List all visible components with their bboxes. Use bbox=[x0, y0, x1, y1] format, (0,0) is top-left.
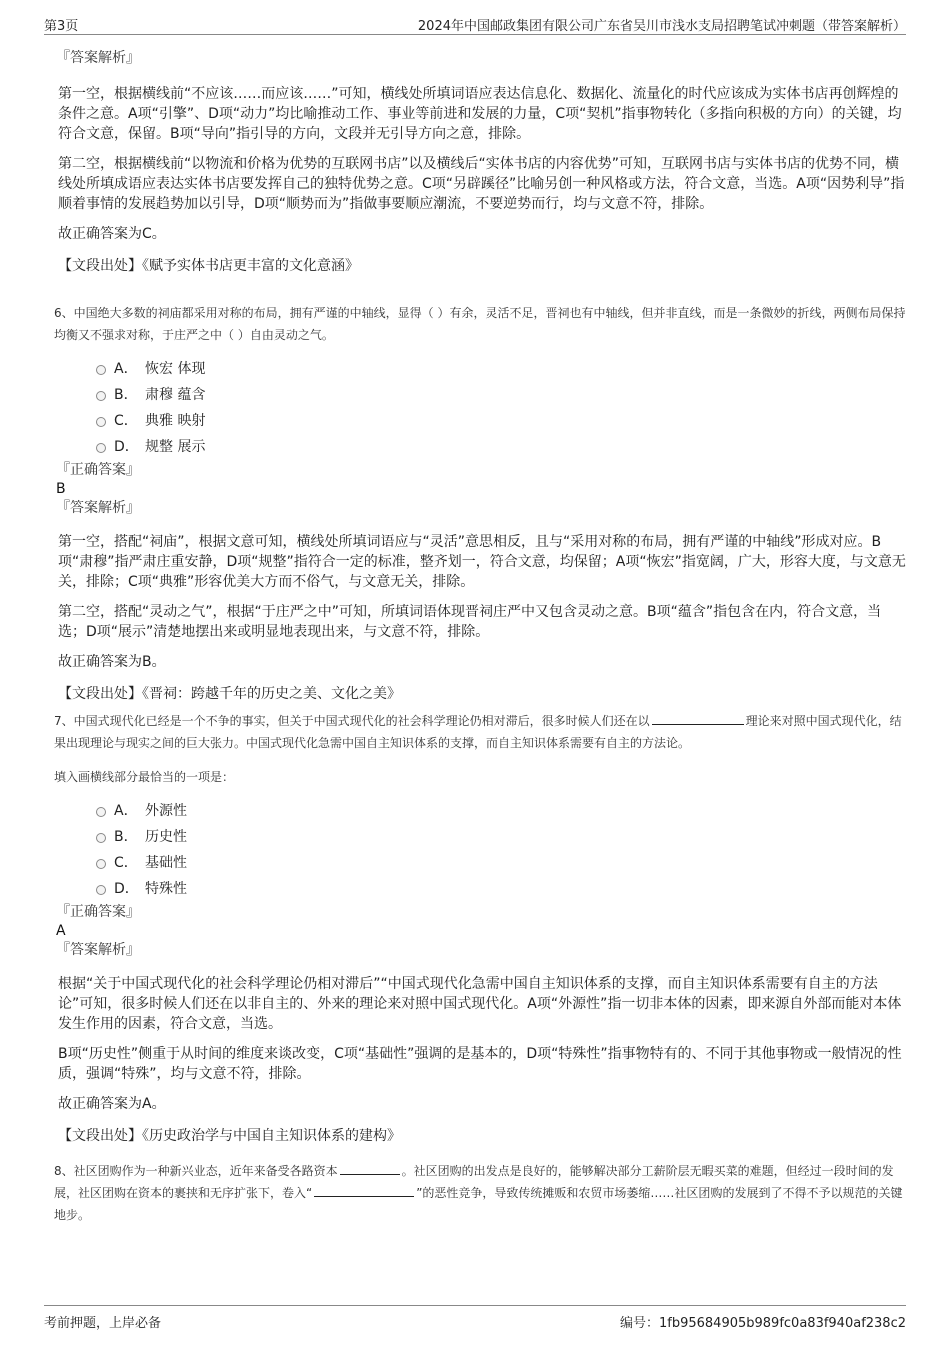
question-stem bbox=[54, 1160, 906, 1226]
option-letter: C． bbox=[114, 855, 138, 871]
question-prompt: 填入画横线部分最恰当的一项是： bbox=[54, 770, 235, 784]
radio-button[interactable] bbox=[96, 391, 106, 401]
analysis-paragraph: 第二空，根据横线前“以物流和价格为优势的互联网书店”以及横线后“实体书店的内容优势”可知，互联网书店与实体书店的优势不同，横线处所填成语应表达实体书店要发挥自己的独特优势之意。C项“另辟蹊径”比喻另创一种风格或方法，符合文意，当选。A项“因势利导”指顺着事情的发展趋势加以引导，D项“顺势而为”指做事要顺应潮流，不要逆势而行，均与文意不符，排除。 bbox=[58, 156, 905, 212]
analysis-label: 『答案解析』 bbox=[56, 500, 140, 516]
id-label: 编号： bbox=[619, 1316, 659, 1331]
option-letter: A． bbox=[114, 803, 138, 819]
analysis-label: 『答案解析』 bbox=[56, 942, 140, 958]
option-text: 历史性 bbox=[145, 829, 187, 845]
source-citation: 【文段出处】《历史政治学与中国自主知识体系的建构》 bbox=[58, 1128, 401, 1144]
option-letter: A． bbox=[114, 361, 138, 377]
option-letter: C． bbox=[114, 413, 138, 429]
option-text: 典雅 映射 bbox=[145, 413, 206, 429]
analysis-paragraph: B项“历史性”侧重于从时间的维度来谈改变，C项“基础性”强调的是基本的，D项“特殊性”指事物特有的、不同于其他事物或一般情况的性质，强调“特殊”，均与文意不符，排除。 bbox=[58, 1046, 902, 1082]
conclusion: 故正确答案为B。 bbox=[58, 654, 166, 670]
correct-answer-label: 『正确答案』 bbox=[56, 904, 140, 920]
footer-slogan: 考前押题，上岸必备 bbox=[44, 1316, 162, 1331]
option-b[interactable] bbox=[96, 382, 906, 408]
option-d[interactable] bbox=[96, 876, 906, 902]
option-c[interactable] bbox=[96, 408, 906, 434]
option-d[interactable] bbox=[96, 434, 906, 460]
question-5-analysis bbox=[44, 48, 906, 276]
radio-button[interactable] bbox=[96, 833, 106, 843]
analysis-paragraph: 第一空，搭配“祠庙”，根据文意可知，横线处所填词语应与“灵活”意思相反，且与“采用对称的布局，拥有严谨的中轴线”形成对应。B项“肃穆”指严肃庄重安静，D项“规整”指符合一定的标准，整齐划一，符合文意，均保留；A项“恢宏”指宽阔，广大，形容大度，与文意无关，排除；C项“典雅”形容优美大方而不俗气，与文意无关，排除。 bbox=[58, 534, 906, 590]
radio-button[interactable] bbox=[96, 365, 106, 375]
correct-answer-label: 『正确答案』 bbox=[56, 462, 140, 478]
id-value: 1fb95684905b989fc0a83f940af238c2 bbox=[659, 1316, 906, 1331]
document-id bbox=[620, 1312, 906, 1331]
stem-text: 。社区团购的出发点是良好的，能够解决部分工薪阶层无暇买菜的难题，但经过一段时间的发展，社区团购在资本的裹挟和无序扩张下，卷入“ bbox=[54, 1164, 894, 1200]
option-text: 外源性 bbox=[145, 803, 187, 819]
options-list bbox=[44, 798, 906, 902]
page-header bbox=[44, 14, 906, 35]
option-a[interactable] bbox=[96, 356, 906, 382]
stem-text: 理论来对照中国式现代化，结果出现理论与现实之间的巨大张力。中国式现代化急需中国自主知识体系的支撑，而自主知识体系需要有自主的方法论。 bbox=[54, 714, 902, 750]
stem-text: 8、社区团购作为一种新兴业态，近年来备受各路资本 bbox=[54, 1164, 338, 1178]
stem-text: ”的恶性竞争，导致传统摊贩和农贸市场萎缩……社区团购的发展到了不得不予以规范的关键地步。 bbox=[54, 1186, 903, 1222]
stem-text: 7、中国式现代化已经是一个不争的事实，但关于中国式现代化的社会科学理论仍相对滞后，很多时候人们还在以 bbox=[54, 714, 650, 728]
options-list bbox=[44, 356, 906, 460]
option-letter: D． bbox=[114, 439, 139, 455]
question-7 bbox=[44, 710, 906, 1146]
option-text: 肃穆 蕴含 bbox=[145, 387, 206, 403]
radio-button[interactable] bbox=[96, 443, 106, 453]
page-number: 第3页 bbox=[44, 19, 79, 34]
page-content bbox=[44, 44, 906, 1226]
option-letter: B． bbox=[114, 829, 138, 845]
radio-button[interactable] bbox=[96, 807, 106, 817]
page-footer bbox=[44, 1305, 906, 1330]
document-title: 2024年中国邮政集团有限公司广东省吴川市浅水支局招聘笔试冲刺题（带答案解析） bbox=[417, 19, 906, 34]
question-6 bbox=[44, 302, 906, 704]
option-a[interactable] bbox=[96, 798, 906, 824]
question-stem: 6、中国绝大多数的祠庙都采用对称的布局，拥有严谨的中轴线，显得（ ）有余，灵活不足，晋祠也有中轴线，但并非直线，而是一条微妙的折线，两侧布局保持均衡又不强求对称，于庄严之中（ ）自由灵动之气。 bbox=[54, 306, 906, 342]
option-letter: B． bbox=[114, 387, 138, 403]
fill-blank bbox=[652, 712, 744, 725]
fill-blank bbox=[340, 1162, 400, 1175]
option-text: 规整 展示 bbox=[145, 439, 206, 455]
option-letter: D． bbox=[114, 881, 139, 897]
analysis-label: 『答案解析』 bbox=[56, 50, 140, 66]
option-b[interactable] bbox=[96, 824, 906, 850]
source-citation: 【文段出处】《赋予实体书店更丰富的文化意涵》 bbox=[58, 258, 359, 274]
analysis-paragraph: 根据“关于中国式现代化的社会科学理论仍相对滞后”“中国式现代化急需中国自主知识体系的支撑，而自主知识体系需要有自主的方法论”可知，很多时候人们还在以非自主的、外来的理论来对照中国式现代化。A项“外源性”指一切非本体的因素，即来源自外部而能对本体发生作用的因素，符合文意，当选。 bbox=[58, 976, 902, 1032]
conclusion: 故正确答案为A。 bbox=[58, 1096, 166, 1112]
fill-blank bbox=[314, 1184, 414, 1197]
radio-button[interactable] bbox=[96, 417, 106, 427]
radio-button[interactable] bbox=[96, 859, 106, 869]
analysis-paragraph: 第二空，搭配“灵动之气”，根据“于庄严之中”可知，所填词语体现晋祠庄严中又包含灵动之意。B项“蕴含”指包含在内，符合文意，当选；D项“展示”清楚地摆出来或明显地表现出来，与文意不符，排除。 bbox=[58, 604, 882, 640]
analysis-paragraph: 第一空，根据横线前“不应该……而应该……”可知，横线处所填词语应表达信息化、数据化、流量化的时代应该成为实体书店再创辉煌的条件之意。A项“引擎”、D项“动力”均比喻推动工作、事业等前进和发展的力量，C项“契机”指事物转化（多指向积极的方向）的关键，均符合文意，保留。B项“导向”指引导的方向，文段并无引导方向之意，排除。 bbox=[58, 86, 902, 142]
conclusion: 故正确答案为C。 bbox=[58, 226, 166, 242]
question-8 bbox=[44, 1160, 906, 1226]
option-text: 恢宏 体现 bbox=[145, 361, 206, 377]
radio-button[interactable] bbox=[96, 885, 106, 895]
correct-answer: B bbox=[56, 481, 66, 497]
option-c[interactable] bbox=[96, 850, 906, 876]
question-stem bbox=[54, 710, 906, 754]
source-citation: 【文段出处】《晋祠：跨越千年的历史之美、文化之美》 bbox=[58, 686, 401, 702]
correct-answer: A bbox=[56, 923, 66, 939]
option-text: 特殊性 bbox=[145, 881, 187, 897]
option-text: 基础性 bbox=[145, 855, 187, 871]
